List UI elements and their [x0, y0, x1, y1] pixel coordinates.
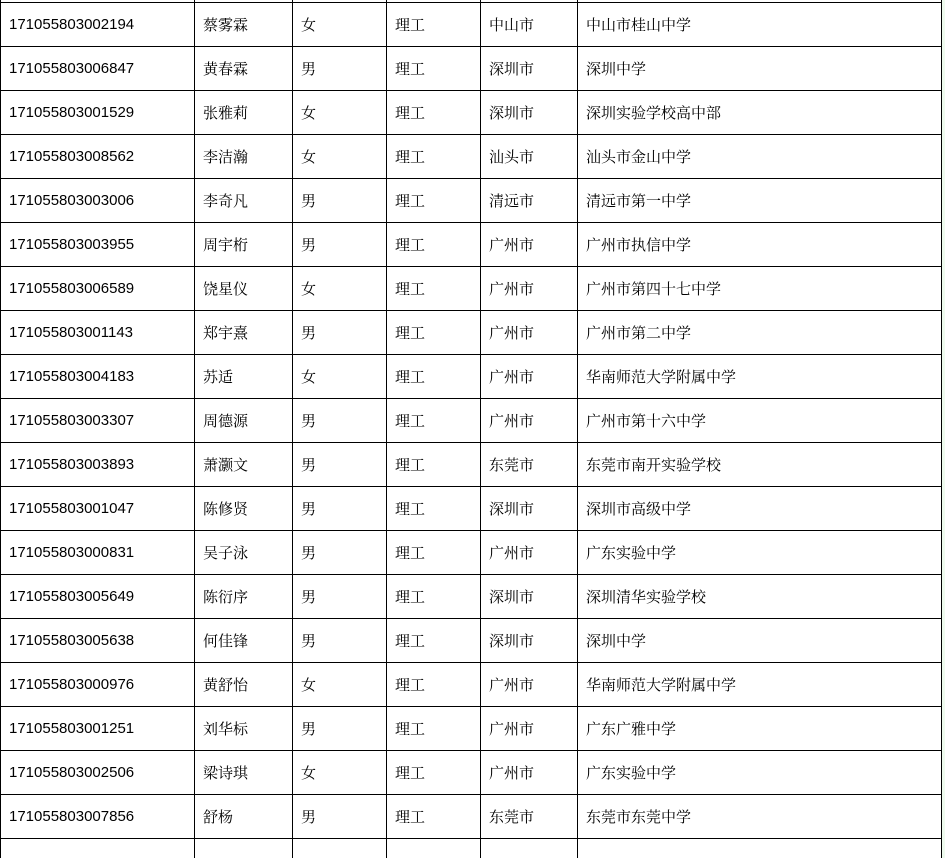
- cell-city: 清远市: [481, 179, 578, 223]
- cell-school: 汕头市金山中学: [578, 135, 942, 179]
- cell-name: 李洁瀚: [195, 135, 293, 179]
- cell-id: 171055803003955: [1, 223, 195, 267]
- cell-subject: 理工: [387, 707, 481, 751]
- cell-gender: 男: [293, 47, 387, 91]
- cell-gender: 男: [293, 575, 387, 619]
- table-row: [1, 47, 942, 91]
- cell-id: 171055803007856: [1, 795, 195, 839]
- cell-subject: 理工: [387, 487, 481, 531]
- cell-city: 广州市: [481, 751, 578, 795]
- cell-id: 171055803008562: [1, 135, 195, 179]
- cell-subject: 理工: [387, 3, 481, 47]
- cell-name: 黄春霖: [195, 47, 293, 91]
- table-row: [1, 531, 942, 575]
- cell-name: 吴子泳: [195, 531, 293, 575]
- cell-subject: 理工: [387, 355, 481, 399]
- cell-name: 陈修贤: [195, 487, 293, 531]
- cell-school: 广州市第二中学: [578, 311, 942, 355]
- cell-subject: 理工: [387, 619, 481, 663]
- cell-city: 深圳市: [481, 487, 578, 531]
- cell-name: 李奇凡: [195, 179, 293, 223]
- cell-name: 张雅莉: [195, 91, 293, 135]
- cell-subject: 理工: [387, 795, 481, 839]
- cell-subject: 理工: [387, 311, 481, 355]
- cell-id: 171055803004183: [1, 355, 195, 399]
- cell-gender: 女: [293, 3, 387, 47]
- table-row: [1, 663, 942, 707]
- cell-subject: 理工: [387, 267, 481, 311]
- cell-city: 深圳市: [481, 619, 578, 663]
- cell-gender: 女: [293, 267, 387, 311]
- cell-gender: 男: [293, 531, 387, 575]
- cell-city: 汕头市: [481, 135, 578, 179]
- cell-school: 广州市第十六中学: [578, 399, 942, 443]
- table-row: [1, 135, 942, 179]
- cell-id: 171055803000831: [1, 531, 195, 575]
- cell-id: 171055803005649: [1, 575, 195, 619]
- cell-gender: 女: [293, 91, 387, 135]
- cell-id: 171055803006847: [1, 47, 195, 91]
- cell-gender: 男: [293, 487, 387, 531]
- table-row: [1, 795, 942, 839]
- cell-school: 深圳清华实验学校: [578, 575, 942, 619]
- cell-name: 郑宇熹: [195, 311, 293, 355]
- cell-name: 刘华标: [195, 707, 293, 751]
- table-row: [1, 267, 942, 311]
- cell-school: 广东广雅中学: [578, 707, 942, 751]
- cell-city: 深圳市: [481, 47, 578, 91]
- cell-school: 清远市第一中学: [578, 179, 942, 223]
- cell-school: 深圳中学: [578, 47, 942, 91]
- cell-school: 深圳市高级中学: [578, 487, 942, 531]
- cell-empty: [1, 839, 195, 858]
- cell-subject: 理工: [387, 47, 481, 91]
- cell-school: 广东实验中学: [578, 751, 942, 795]
- cell-city: 广州市: [481, 223, 578, 267]
- table-row: [1, 575, 942, 619]
- cell-empty: [481, 839, 578, 858]
- cell-gender: 男: [293, 443, 387, 487]
- cell-school: 广东实验中学: [578, 531, 942, 575]
- cell-gender: 女: [293, 663, 387, 707]
- cell-id: 171055803003006: [1, 179, 195, 223]
- table-row: [1, 707, 942, 751]
- cell-gender: 男: [293, 311, 387, 355]
- cell-subject: 理工: [387, 91, 481, 135]
- cell-gender: 男: [293, 619, 387, 663]
- cell-name: 陈衍序: [195, 575, 293, 619]
- cell-id: 171055803002194: [1, 3, 195, 47]
- cell-city: 广州市: [481, 355, 578, 399]
- cell-school: 华南师范大学附属中学: [578, 355, 942, 399]
- cell-gender: 男: [293, 795, 387, 839]
- cell-id: 171055803001251: [1, 707, 195, 751]
- cell-empty: [578, 839, 942, 858]
- cell-gender: 女: [293, 135, 387, 179]
- cell-school: 华南师范大学附属中学: [578, 663, 942, 707]
- cell-name: 饶星仪: [195, 267, 293, 311]
- cell-city: 中山市: [481, 3, 578, 47]
- cell-name: 蔡雾霖: [195, 3, 293, 47]
- cell-id: 171055803005638: [1, 619, 195, 663]
- cell-subject: 理工: [387, 399, 481, 443]
- cell-school: 深圳实验学校高中部: [578, 91, 942, 135]
- table-row: [1, 399, 942, 443]
- cell-subject: 理工: [387, 179, 481, 223]
- cell-id: 171055803006589: [1, 267, 195, 311]
- cell-city: 广州市: [481, 707, 578, 751]
- cell-gender: 男: [293, 707, 387, 751]
- cell-name: 萧灏文: [195, 443, 293, 487]
- cell-id: 171055803003307: [1, 399, 195, 443]
- cell-gender: 女: [293, 355, 387, 399]
- cell-subject: 理工: [387, 135, 481, 179]
- cell-subject: 理工: [387, 663, 481, 707]
- student-table-body: [1, 3, 942, 839]
- cell-gender: 男: [293, 223, 387, 267]
- cell-school: 深圳中学: [578, 619, 942, 663]
- table-row: [1, 3, 942, 47]
- table-row: [1, 223, 942, 267]
- cell-school: 中山市桂山中学: [578, 3, 942, 47]
- table-row: [1, 487, 942, 531]
- cell-name: 梁诗琪: [195, 751, 293, 795]
- cell-name: 黄舒怡: [195, 663, 293, 707]
- partial-row-bottom: [1, 839, 942, 858]
- cell-gender: 女: [293, 751, 387, 795]
- table-row: [1, 311, 942, 355]
- cell-name: 周德源: [195, 399, 293, 443]
- cell-city: 东莞市: [481, 443, 578, 487]
- cell-empty: [195, 839, 293, 858]
- cell-school: 广州市执信中学: [578, 223, 942, 267]
- table-row: [1, 751, 942, 795]
- cell-name: 舒杨: [195, 795, 293, 839]
- cell-subject: 理工: [387, 751, 481, 795]
- cell-city: 深圳市: [481, 91, 578, 135]
- cell-city: 广州市: [481, 311, 578, 355]
- cell-subject: 理工: [387, 223, 481, 267]
- table-row: [1, 179, 942, 223]
- cell-id: 171055803003893: [1, 443, 195, 487]
- cell-city: 广州市: [481, 663, 578, 707]
- cell-gender: 男: [293, 399, 387, 443]
- cell-city: 广州市: [481, 531, 578, 575]
- cell-subject: 理工: [387, 531, 481, 575]
- cell-subject: 理工: [387, 443, 481, 487]
- cell-id: 171055803002506: [1, 751, 195, 795]
- table-row: [1, 619, 942, 663]
- cell-name: 周宇桁: [195, 223, 293, 267]
- cell-city: 东莞市: [481, 795, 578, 839]
- cell-name: 何佳锋: [195, 619, 293, 663]
- cell-city: 广州市: [481, 267, 578, 311]
- cell-city: 广州市: [481, 399, 578, 443]
- cell-empty: [387, 839, 481, 858]
- cell-gender: 男: [293, 179, 387, 223]
- cell-school: 东莞市东莞中学: [578, 795, 942, 839]
- cell-city: 深圳市: [481, 575, 578, 619]
- cell-id: 171055803001143: [1, 311, 195, 355]
- table-row: [1, 91, 942, 135]
- cell-empty: [293, 839, 387, 858]
- cell-school: 东莞市南开实验学校: [578, 443, 942, 487]
- cell-name: 苏适: [195, 355, 293, 399]
- cell-id: 171055803001047: [1, 487, 195, 531]
- cell-id: 171055803001529: [1, 91, 195, 135]
- cell-subject: 理工: [387, 575, 481, 619]
- table-row: [1, 443, 942, 487]
- table-row: [1, 355, 942, 399]
- cell-school: 广州市第四十七中学: [578, 267, 942, 311]
- cell-id: 171055803000976: [1, 663, 195, 707]
